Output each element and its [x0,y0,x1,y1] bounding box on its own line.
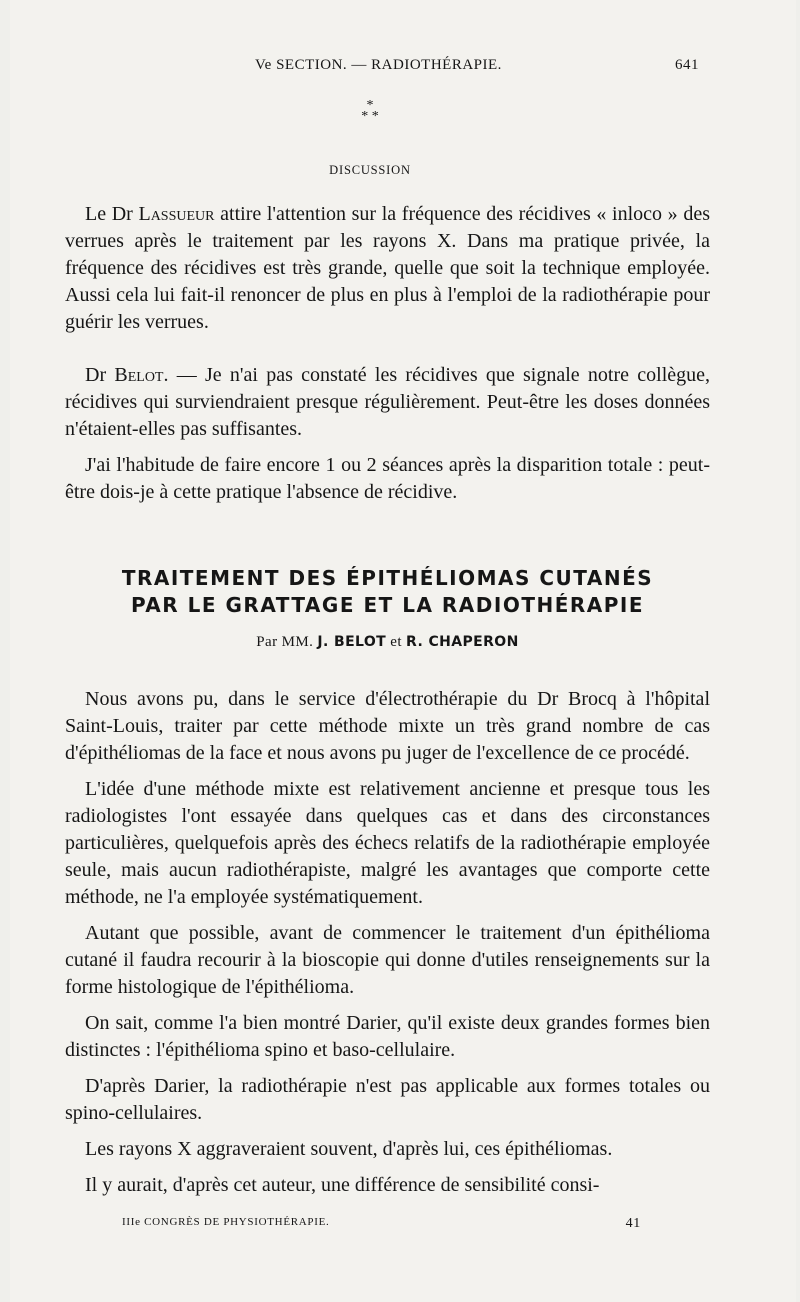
article-title-line-2: PAR LE GRATTAGE ET LA RADIOTHÉRAPIE [130,593,645,617]
running-title: Ve SECTION. — RADIOTHÉRAPIE. [255,57,502,73]
authors-prefix: Par MM. [256,634,318,650]
article-title [65,565,710,619]
article-paragraph: On sait, comme l'a bien montré Darier, qu'il existe deux grandes formes bien distinctes : l'épithélioma spino et baso-cellulaire. [65,1012,710,1061]
article-paragraph: Les rayons X aggraveraient souvent, d'après lui, ces épithéliomas. [85,1138,613,1160]
ornament-bottom: * * [361,109,379,124]
article-paragraph: D'après Darier, la radiothérapie n'est pas applicable aux formes totales ou spino-cellulaires. [65,1075,710,1124]
speaker-name: Belot [114,364,164,386]
article-paragraph: Autant que possible, avant de commencer le traitement d'un épithélioma cutané il faudra recourir à la bioscopie qui donne d'utiles renseignements sur la forme histologique de l'épithélioma. [65,922,710,998]
discussion-paragraph-belot-cont: J'ai l'habitude de faire encore 1 ou 2 séances après la disparition totale : peut-être dois-je à cette pratique l'absence de récidive. [65,454,710,503]
discussion-paragraph-belot [65,362,710,443]
paragraph-text: . — Je n'ai pas constaté les récidives que signale notre collègue, récidives qui surviendraient presque régulièrement. Peut-être les doses données n'étaient-elles pas suffisantes. [65,364,711,440]
article-authors [65,634,710,651]
speaker-prefix: Le Dr [85,203,139,225]
article-paragraph: L'idée d'une méthode mixte est relativement ancienne et presque tous les radiologistes l'ont essayée dans quelques cas et dans des circonstances particulières, quelquefois après des échecs relatifs de la radiothérapie employée seule, mais aucun radiothérapiste, malgré les avantages que comporte cette méthode, ne l'a employée systématiquement. [65,778,710,908]
article-paragraph: Il y aurait, d'après cet auteur, une différence de sensibilité consi- [85,1174,600,1196]
footer-signature: IIIe CONGRÈS DE PHYSIOTHÉRAPIE. [122,1216,330,1228]
discussion-section [65,201,710,515]
author-1: J. BELOT [317,634,387,650]
footer-sheet-number: 41 [625,1216,641,1231]
authors-joiner: et [386,634,407,650]
discussion-paragraph-lassueur [65,201,710,336]
article-title-line-1: TRAITEMENT DES ÉPITHÉLIOMAS CUTANÉS [121,566,654,590]
article-body [65,686,710,1208]
speaker-prefix: Dr [85,364,115,386]
page-footer [122,1216,641,1231]
ornament-top: * [366,98,374,113]
article-paragraph: Nous avons pu, dans le service d'électrothérapie du Dr Brocq à l'hôpital Saint-Louis, traiter par cette méthode mixte un très grand nombre de cas d'épithéliomas de la face et nous avons pu juger de l'excellence de ce procédé. [65,688,710,764]
page-number: 641 [675,57,699,73]
author-2: R. CHAPERON [406,634,519,650]
paragraph-text: attire l'attention sur la fréquence des récidives « inloco » des verrues après le traitement par les rayons X. Dans ma pratique privée, la fréquence des récidives est très grande, quelle que soit la technique employée. Aussi cela lui fait-il renoncer de plus en plus à l'emploi de la radiothérapie pour guérir les verrues. [65,203,710,333]
speaker-name: Lassueur [138,203,215,225]
asterism-ornament [350,100,390,122]
page [10,0,796,1302]
discussion-heading: DISCUSSION [329,163,411,177]
